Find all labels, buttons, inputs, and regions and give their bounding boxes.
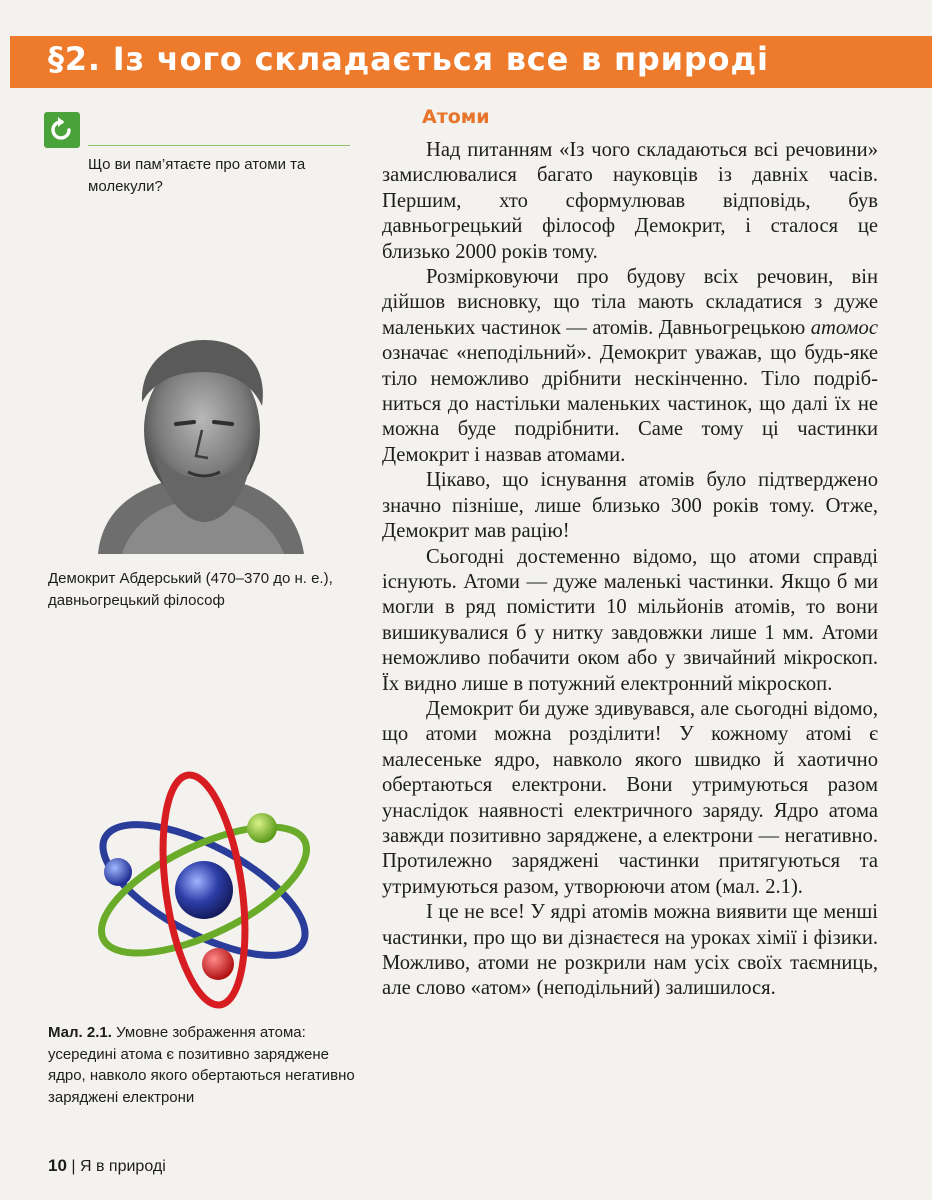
figure-caption (48, 1022, 358, 1108)
paragraph-5: Демокрит би дуже здивувався, але сьогодні відомо, що атоми можна розділити! У кожному атомі є малесеньке ядро, навколо якого швидко й хаотично обертаються електрони. Вони утримуються разом унаслідок наявності електричного заряду. Ядро атома завжди позитивно заряджене, а електрони — негативно. Протилежно заряджені частинки притягуються та утримуються разом, утворюючи атом (мал. 2.1). (382, 697, 878, 898)
paragraph-3: Цікаво, що існування атомів було підтверджено значно пізніше, лише близько 300 років тому. Отже, Демокрит мав рацію! (382, 469, 878, 543)
term-atomos: атомос (810, 316, 878, 339)
recall-divider (88, 145, 350, 146)
paragraph-2-end: означає «неподільний». Демокрит уважав, що будь-яке тіло неможливо дрібнити нескінченно. Тіло подрібниться до настільки маленьких частинок, що далі їх не можна буде подрібнити. Саме тому ці частинки Демокрит і назвав атомами. (382, 342, 878, 466)
portrait-caption: Демокрит Абдерський (470–370 до н. е.), давньогрецький філософ (48, 570, 333, 609)
page-footer (48, 1156, 166, 1176)
paragraph-4: Сьогодні достеменно відомо, що атоми справді існують. Атоми — дуже маленькі частинки. Якщо б ми могли в ряд помістити 10 мільйонів атомів, то вони вишикувалися б у нитку завдовжки лише 1 мм. Атоми неможливо побачити оком або у звичайний мікроскоп. Їх видно лише в потужний електронний мікроскоп. (382, 545, 878, 695)
democritus-portrait (92, 332, 308, 558)
paragraph-2-start: Розмірковуючи про будову всіх речовин, він дійшов висновку, що тіла мають складатися з дуже маленьких частинок — атомів. Давньогрецькою (382, 266, 878, 339)
page-number: 10 (48, 1156, 67, 1175)
page-title: §2. Із чого складається все в природі (48, 40, 769, 78)
main-text (382, 138, 878, 1002)
paragraph-2 (382, 265, 878, 468)
paragraph-6: І це не все! У ядрі атомів можна виявити ще менші частинки, про що ви дізнаєтеся на уроках хімії і фізики. Можливо, атоми не розкрили нам усіх своїх таємниць, але слово «атом» (неподільний) залишилося. (382, 901, 878, 1000)
book-title: Я в природі (79, 1158, 166, 1175)
atom-figure (88, 768, 320, 1012)
recall-arrow-icon (44, 112, 80, 148)
section-heading: Атоми (422, 106, 490, 128)
figure-label: Мал. 2.1. (48, 1024, 112, 1041)
recall-question: Що ви пам’ятаєте про атоми та молекули? (88, 156, 306, 195)
paragraph-1: Над питанням «Із чого складаються всі речовини» замислювалися багато науковців із давніх часів. Першим, хто сформулював відповідь, був давньогрецький філософ Демокрит, і сталося це близько 2000 років тому. (382, 139, 878, 263)
footer-separator: | (66, 1158, 80, 1175)
figure-caption-text: Умовне зображення атома: усередині атома є позитивно заряджене ядро, навколо якого обертаються негативно заряджені електрони (48, 1024, 355, 1106)
